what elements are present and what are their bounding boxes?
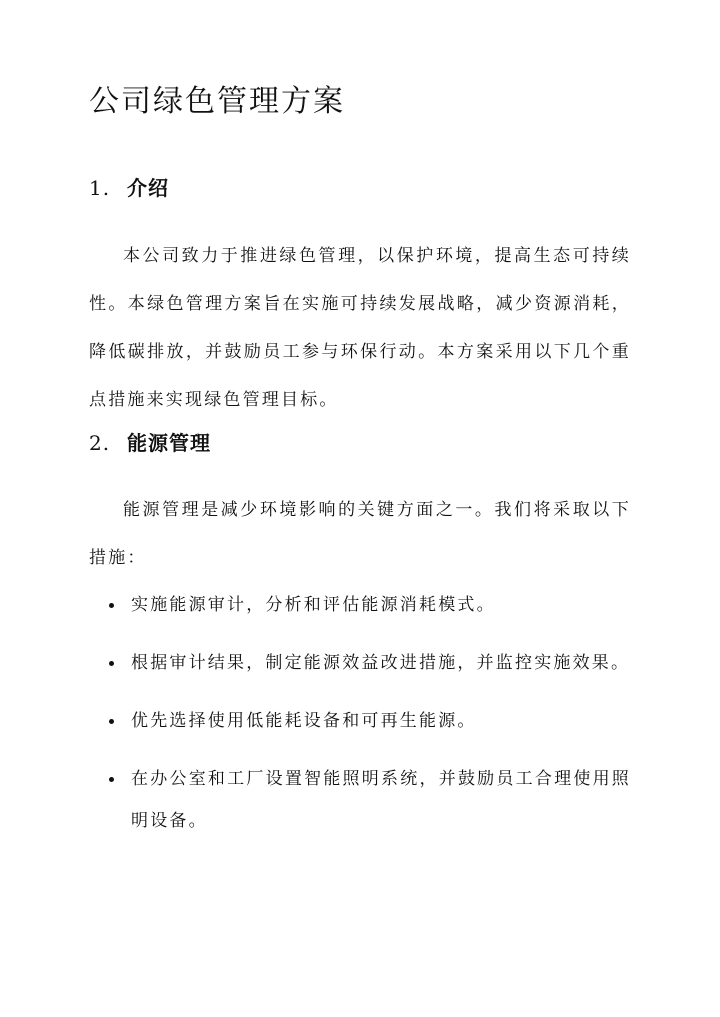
list-item-text: 在办公室和工厂设置智能照明系统，并鼓励员工合理使用照明设备。 xyxy=(131,769,631,831)
bullet-icon xyxy=(109,661,114,666)
section-number: 1. xyxy=(89,176,111,200)
list-item xyxy=(89,700,631,742)
document-title: 公司绿色管理方案 xyxy=(89,84,345,119)
section-number: 2. xyxy=(89,431,111,455)
list-item-text: 优先选择使用低能耗设备和可再生能源。 xyxy=(131,711,477,731)
bullet-icon xyxy=(109,603,114,608)
list-item xyxy=(89,642,631,684)
energy-measures-list xyxy=(89,584,631,858)
list-item xyxy=(89,758,631,842)
energy-paragraph: 能源管理是减少环境影响的关键方面之一。我们将采取以下措施： xyxy=(89,500,631,568)
section-heading-text: 介绍 xyxy=(127,176,169,200)
list-item-text: 根据审计结果，制定能源效益改进措施，并监控实施效果。 xyxy=(131,653,631,673)
list-item-text: 实施能源审计，分析和评估能源消耗模式。 xyxy=(131,595,496,615)
list-item xyxy=(89,584,631,626)
bullet-icon xyxy=(109,777,114,782)
section-heading-intro xyxy=(89,173,169,203)
section-heading-energy xyxy=(89,428,211,458)
section-heading-text: 能源管理 xyxy=(127,431,211,455)
bullet-icon xyxy=(109,719,114,724)
intro-paragraph: 本公司致力于推进绿色管理，以保护环境，提高生态可持续性。本绿色管理方案旨在实施可持续发展战略，减少资源消耗，降低碳排放，并鼓励员工参与环保行动。本方案采用以下几个重点措施来实现绿色管理目标。 xyxy=(89,246,631,410)
